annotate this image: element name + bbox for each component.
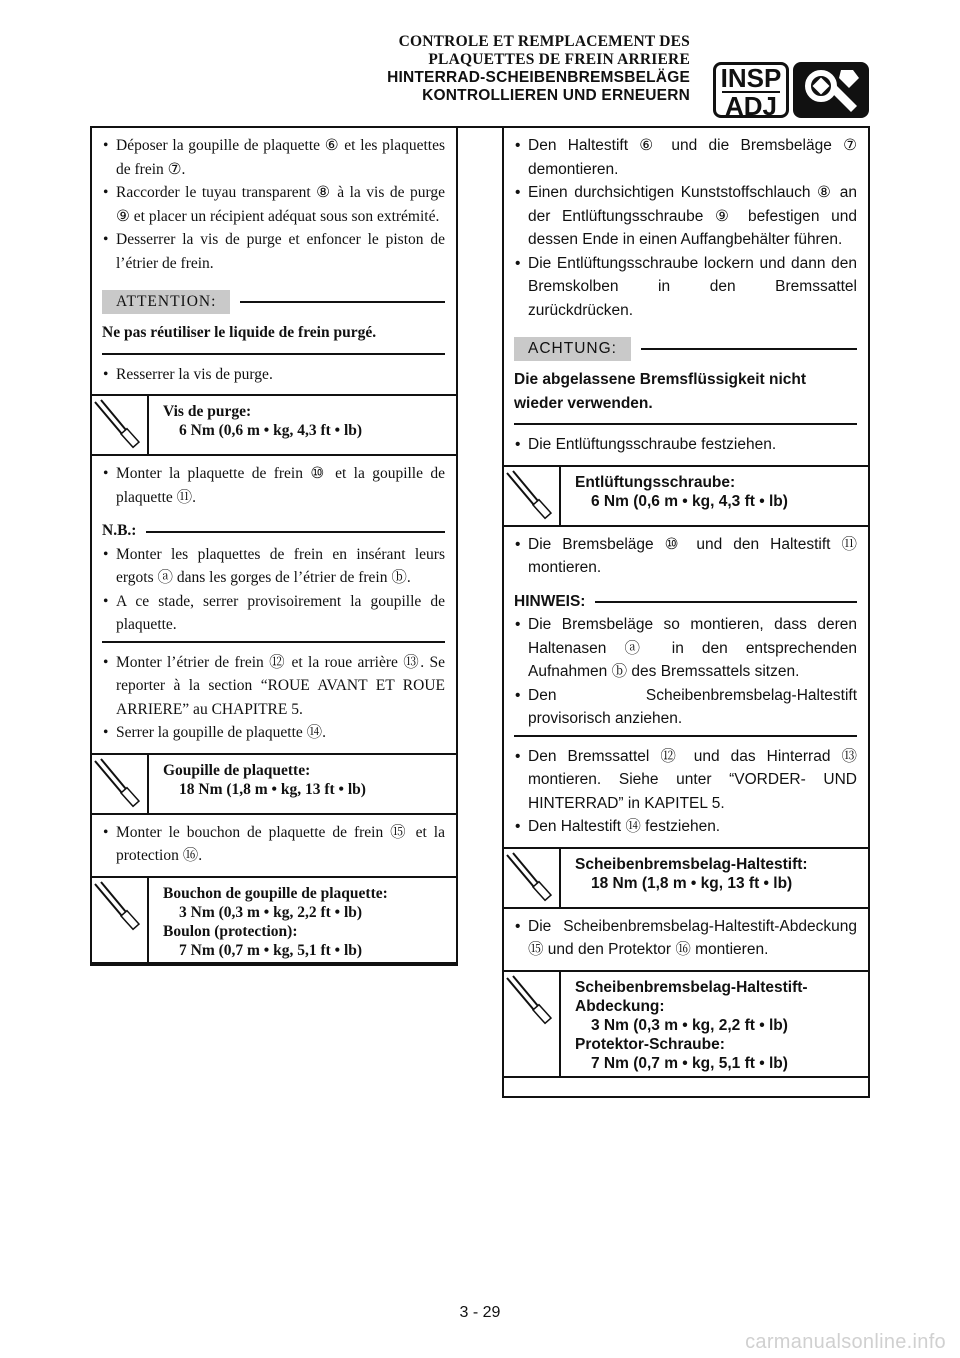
de-step-8: • Die Scheibenbremsbelag-Haltestift-Abdeckung ⑮ und den Protektor ⑯ montieren. [514, 915, 857, 962]
fr-torque-spec-1 [91, 394, 457, 456]
fr-spec3-value2: 7 Nm (0,7 m • kg, 5,1 ft • lb) [179, 941, 363, 959]
fr-attention-label: ATTENTION: [102, 290, 230, 314]
fr-nb-2: • A ce stade, serrer provisoirement la goupille de plaquette. [102, 590, 445, 637]
fr-step-4: • Resserrer la vis de purge. [102, 363, 445, 387]
watermark: carmanualsonline.info [745, 1331, 946, 1353]
wrench-tool-icon [793, 62, 869, 118]
de-step-7: • Den Haltestift ⑭ festziehen. [514, 815, 857, 839]
fr-spec2-title: Goupille de plaquette: [163, 761, 311, 779]
french-column [90, 128, 458, 966]
de-torque-spec-3 [503, 970, 869, 1078]
fr-torque-spec-3 [91, 876, 457, 964]
torque-wrench-icon [91, 878, 149, 962]
torque-wrench-icon [503, 849, 561, 907]
header-title-fr-1: CONTROLE ET REMPLACEMENT DES [398, 33, 690, 50]
torque-wrench-icon [91, 755, 149, 813]
torque-wrench-icon [91, 396, 149, 454]
de-nb-label: HINWEIS: [514, 592, 586, 610]
fr-nb-label: N.B.: [102, 522, 137, 539]
german-column [502, 128, 870, 1098]
fr-spec3-title: Bouchon de goupille de plaquette: [163, 884, 388, 902]
torque-wrench-icon [503, 972, 561, 1076]
fr-step-6: • Monter l’étrier de frein ⑫ et la roue arrière ⑬. Se reporter à la section “ROUE AVANT ET ROUE ARRIERE” au CHAPITRE 5. [102, 651, 445, 722]
fr-spec2-value: 18 Nm (1,8 m • kg, 13 ft • lb) [179, 780, 366, 798]
de-torque-spec-2 [503, 847, 869, 909]
de-nb-1: • Die Bremsbeläge so montieren, dass deren Haltenasen ⓐ in den entsprechenden Aufnahmen ⓑ des Bremssattels sitzen. [514, 613, 857, 684]
fr-torque-spec-2 [91, 753, 457, 815]
header-title-de-2: KONTROLLIEREN UND ERNEUERN [422, 87, 690, 104]
header-title-fr-2: PLAQUETTES DE FREIN ARRIERE [428, 51, 690, 68]
de-step-2: • Einen durchsichtigen Kunststoffschlauch ⑧ an der Entlüftungsschraube ⑨ befestigen und dessen Ende in einen Auffangbehälter führen. [514, 181, 857, 252]
de-spec3-value: 3 Nm (0,3 m • kg, 2,2 ft • lb) [591, 1016, 788, 1034]
fr-step-3: • Desserrer la vis de purge et enfoncer le piston de l’étrier de frein. [102, 228, 445, 275]
fr-spec1-title: Vis de purge: [163, 403, 252, 420]
de-spec2-value: 18 Nm (1,8 m • kg, 13 ft • lb) [591, 874, 793, 892]
de-spec3-title2: Protektor-Schraube: [575, 1035, 725, 1053]
fr-step-2: • Raccorder le tuyau transparent ⑧ à la vis de purge ⑨ et placer un récipient adéquat sous son extrémité. [102, 181, 445, 228]
de-step-5: • Die Bremsbeläge ⑩ und den Haltestift ⑪ montieren. [514, 533, 857, 580]
de-attention-label: ACHTUNG: [514, 337, 631, 361]
fr-spec3-title2: Boulon (protection): [163, 922, 298, 940]
header-title-de-1: HINTERRAD-SCHEIBENBREMSBELÄGE [387, 69, 690, 86]
page-number: 3 - 29 [459, 1304, 501, 1321]
fr-attention-text: Ne pas réutiliser le liquide de frein purgé. [102, 324, 377, 341]
fr-spec3-value: 3 Nm (0,3 m • kg, 2,2 ft • lb) [179, 903, 363, 921]
de-attention-text: Die abgelassene Bremsflüssigkeit nicht wieder verwenden. [514, 371, 807, 412]
de-nb-2: • Den Scheibenbremsbelag-Haltestift provisorisch anziehen. [514, 684, 857, 731]
de-spec2-title: Scheibenbremsbelag-Haltestift: [575, 855, 808, 873]
de-spec1-value: 6 Nm (0,6 m • kg, 4,3 ft • lb) [591, 492, 788, 510]
de-spec3-value2: 7 Nm (0,7 m • kg, 5,1 ft • lb) [591, 1054, 788, 1072]
fr-spec1-value: 6 Nm (0,6 m • kg, 4,3 ft • lb) [179, 422, 363, 439]
fr-step-7: • Serrer la goupille de plaquette ⑭. [102, 721, 445, 745]
de-spec3-title: Scheibenbremsbelag-Haltestift-Abdeckung: [575, 978, 808, 1015]
de-step-6: • Den Bremssattel ⑫ und das Hinterrad ⑬ montieren. Siehe unter “VORDER- UND HINTERRAD” in KAPITEL 5. [514, 745, 857, 816]
fr-step-1: • Déposer la goupille de plaquette ⑥ et les plaquettes de frein ⑦. [102, 134, 445, 181]
de-spec1-title: Entlüftungsschraube: [575, 473, 736, 491]
fr-step-5: • Monter la plaquette de frein ⑩ et la goupille de plaquette ⑪. [102, 462, 445, 509]
badge-top: INSP [720, 63, 782, 93]
insp-adj-badge [713, 62, 789, 121]
de-step-1: • Den Haltestift ⑥ und die Bremsbeläge ⑦ demontieren. [514, 134, 857, 181]
de-step-4: • Die Entlüftungsschraube festziehen. [514, 433, 857, 457]
fr-nb-1: • Monter les plaquettes de frein en insérant leurs ergots ⓐ dans les gorges de l’étrier de frein ⓑ. [102, 543, 445, 590]
page-header [387, 33, 690, 105]
fr-step-8: • Monter le bouchon de plaquette de frein ⑮ et la protection ⑯. [102, 821, 445, 868]
torque-wrench-icon [503, 467, 561, 525]
badge-bottom: ADJ [724, 91, 777, 121]
de-step-3: • Die Entlüftungsschraube lockern und dann den Bremskolben in den Bremssattel zurückdrücken. [514, 252, 857, 323]
de-torque-spec-1 [503, 465, 869, 527]
